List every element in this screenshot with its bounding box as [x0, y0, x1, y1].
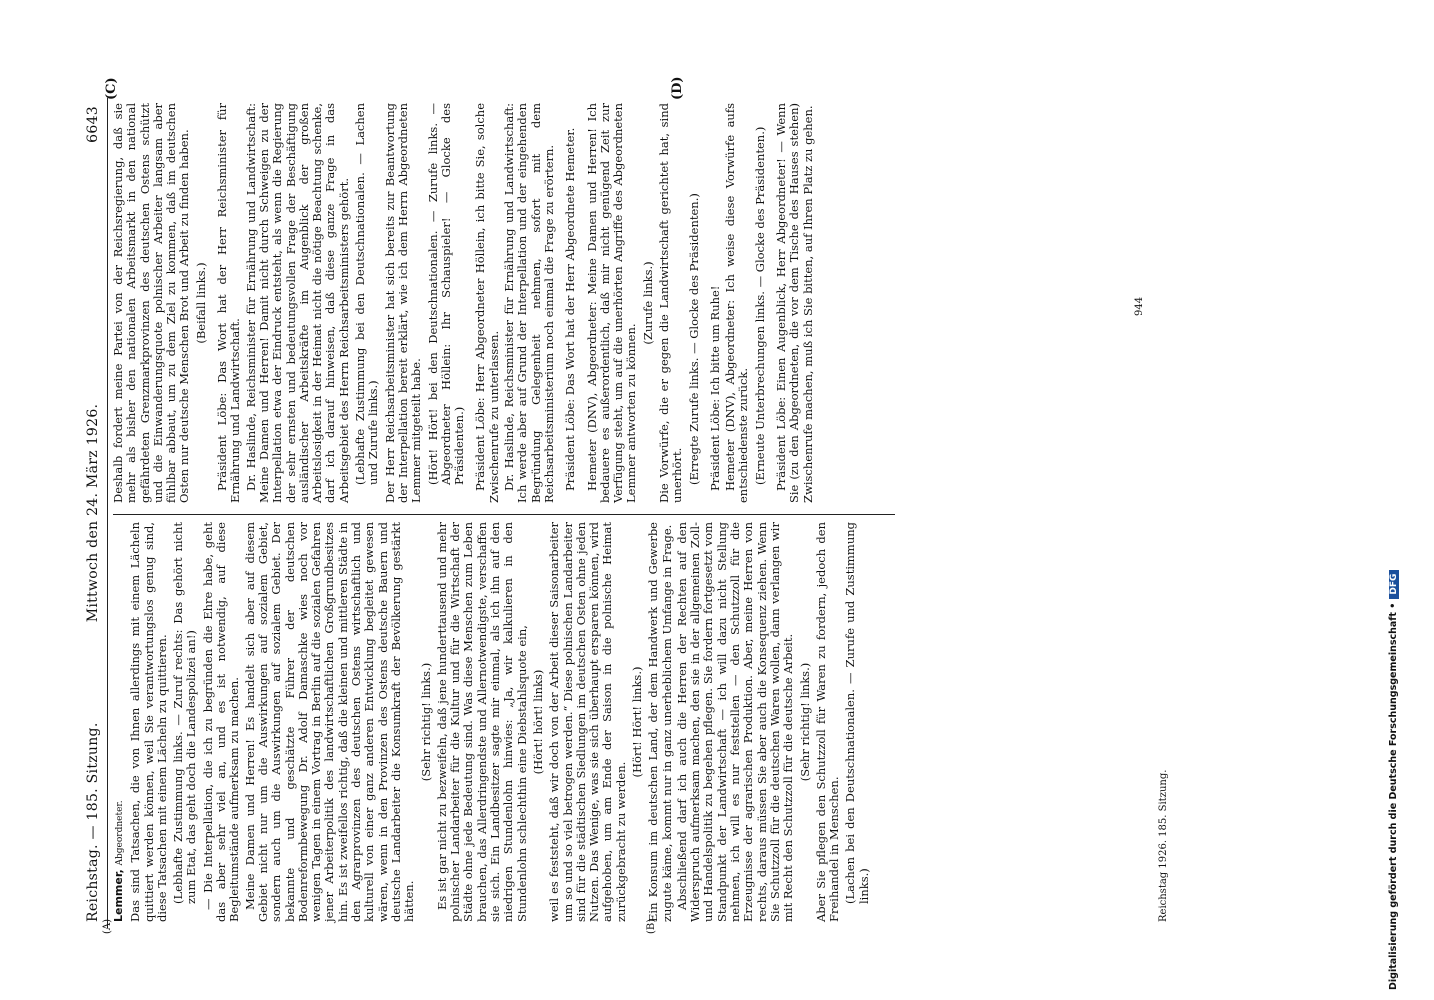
footer-page-number: 944 [1134, 296, 1145, 316]
paragraph: Aber Sie pflegen den Schutzzoll für Waren zu fordern, jedoch den Freihandel in Menschen. [813, 522, 842, 922]
speaker-paragraph: Dr. Haslinde, Reichsminister für Ernährung und Landwirtschaft: Ich werde aber auf Grund der Interpellation und der eingehenden Begründung Gelegenheit nehmen, sofort mit dem Reichsarbeitsministerium noch einmal die Frage zu erörtern. [502, 103, 556, 503]
header-date: Mittwoch den 24. März 1926. [85, 403, 101, 623]
digitization-credit [1388, 0, 1414, 990]
page-number: 6643 [85, 106, 101, 143]
interjection: (Lebhafte Zustimmung links. — Zuruf rechts: Das gehört nicht zum Etat, das geht doch die Landespolizei an!) [171, 522, 199, 904]
speaker-paragraph: Präsident Löbe: Einen Augenblick, Herr Abgeordneter! — Wenn Sie (zu den Abgeordneten, die vor dem Tische des Hauses stehen) Zwischenrufe machen, muß ich Sie bitten, auf Ihren Platz zu gehen. [774, 103, 815, 503]
speaker-paragraph: Präsident Löbe: Das Wort hat der Herr Abgeordnete Hemeter. [563, 127, 578, 491]
interjection: (Sehr richtig! links.) [418, 662, 433, 782]
paragraph: weil es feststeht, daß wir doch von der Arbeit dieser Saisonarbeiter um so und so viel betrogen werden.“ Diese polnischen Landarbeiter sind für die städtischen Siedlungen im deutschen Osten ohne jeden Nutzen. Das Wenige, was sie sich überhaupt ersparen können, wird aufgehoben, um am Ende der Saison in die polnische Heimat zurückgebracht zu werden. [547, 522, 628, 922]
speaker-paragraph: Hemeter (DNV), Abgeordneter: Ich weise diese Vorwürfe aufs entschiedenste zurück. [723, 103, 751, 503]
interjection: (Lebhafte Zustimmung bei den Deutschnationalen. — Lachen und Zurufe links.) [353, 103, 381, 485]
header-rule [107, 98, 108, 928]
interjection: (Hört! hört! links) [530, 669, 545, 775]
column-divider [113, 514, 895, 515]
interjection: (Hört! Hört! links.) [629, 666, 644, 778]
interjection: (Erregte Zurufe links. — Glocke des Präsidenten.) [686, 193, 701, 485]
running-header [85, 98, 105, 928]
speaker-paragraph: Hemeter (DNV), Abgeordneter: Meine Damen und Herren! Ich bedauere es außerordentlich, daß mir nicht genügend Zeit zur Verfügung steht, um auf die unerhörten Angriffe des Abgeordneten Lemmer antworten zu können. [584, 103, 639, 503]
margin-marker-a: (A) [102, 918, 113, 934]
paragraph: Deshalb fordert meine Partei von der Reichsregierung, daß sie mehr als bisher den nationalen Arbeitsmarkt in den national gefährdeten Grenzmarkprovinzen des deutschen Ostens schützt und die Einwanderungsquote polnischer Arbeiter langsam aber fühlbar abbaut, um zu dem Ziel zu kommen, daß im deutschen Osten nur deutsche Menschen Brot und Arbeit zu finden haben. [111, 103, 192, 503]
rotated-page [85, 76, 1335, 934]
left-column [112, 522, 874, 922]
interjection: (Zurufe links.) [640, 261, 655, 345]
speaker-paragraph: Präsident Löbe: Ich bitte um Ruhe! [707, 285, 722, 491]
interjection: (Beifall links.) [193, 262, 208, 344]
margin-marker-b: (B) [646, 918, 657, 934]
interjection: (Lachen bei den Deutschnationalen. — Zurufe und Zustimmung links.) [843, 522, 871, 904]
dfg-logo: DFG [1389, 570, 1399, 599]
interjection: (Erneute Unterbrechungen links. — Glocke des Präsidenten.) [752, 126, 767, 485]
interjection: (Hört! Hört! bei den Deutschnationalen. — Zurufe links. — Abgeordneter Höllein: Ihr Schauspieler! — Glocke des Präsidenten.) [425, 103, 467, 485]
paragraph: Es ist gar nicht zu bezweifeln, daß jene hunderttausend und mehr polnischer Landarbeiter für die Kultur und für die Wirtschaft der Städte ohne jede Bedeutung sind. Was diese Menschen zum Leben brauchen, das Allerdringendste und Allernotwendigste, verschaffen sie sich. Ein Landbesitzer sagte mir einmal, als ich ihn auf den niedrigen Stundenlohn hinwies: „Ja, wir kalkulieren in den Stundenlohn schlechthin eine Diebstahlsquote ein, [434, 522, 529, 922]
speaker-line: Lemmer, Abgeordneter. [112, 800, 125, 922]
interjection: (Sehr richtig! links.) [797, 662, 812, 782]
right-column [112, 103, 817, 503]
speaker-paragraph: Präsident Löbe: Das Wort hat der Herr Reichsminister für Ernährung und Landwirtschaft. [215, 103, 243, 503]
margin-marker-c: (C) [104, 77, 119, 100]
paragraph: — Die Interpellation, die ich zu begründen die Ehre habe, geht das aber sehr viel an, und es ist notwendig, auf diese Begleitumstände aufmerksam zu machen. [200, 522, 242, 922]
paragraph: Ein Konsum im deutschen Land, der dem Handwerk und Gewerbe zugute käme, kommt nur in ganz unerheblichem Umfange in Frage. [646, 522, 674, 922]
paragraph: Der Herr Reichsarbeitsminister hat sich bereits zur Beantwortung der Interpellation bereit erklärt, wie ich dem Herrn Abgeordneten Lemmer mitgeteilt habe. [382, 103, 424, 503]
footer-left: Reichstag 1926. 185. Sitzung. [1158, 769, 1169, 922]
speaker-paragraph: Dr. Haslinde, Reichsminister für Ernährung und Landwirtschaft: Meine Damen und Herren! Damit nicht durch Schweigen zu der Interpellation etwa der Eindruck entsteht, als wenn die Regierung der sehr ernsten und bedeutungsvollen Frage der Beschäftigung ausländischer Arbeitskräfte im Augenblick der großen Arbeitslosigkeit in der Heimat nicht die nötige Beachtung schenke, darf ich darauf hinweisen, daß diese ganze Frage in das Arbeitsgebiet des Herrn Reichsarbeitsministers gehört. [243, 103, 351, 503]
paragraph: Meine Damen und Herren! Es handelt sich aber auf diesem Gebiet nicht nur um die Auswirkungen auf sozialem Gebiet, sondern auch um die Auswirkungen auf sozialem Gebiet. Der bekannte und geschätzte Führer der deutschen Bodenreformbewegung Dr. Adolf Damaschke wies noch vor wenigen Tagen in einem Vortrag in Berlin auf die sozialen Gefahren jener Arbeiterpolitik des landwirtschaftlichen Großgrundbesitzes hin. Es ist zweifellos richtig, daß die kleinen und mittleren Städte in den Agrarprovinzen des deutschen Ostens wirtschaftlich und kulturell von einer ganz anderen Entwicklung begleitet gewesen wären, wenn in den Provinzen des Ostens deutsche Bauern und deutsche Landarbeiter die Konsumkraft der Bevölkerung gestärkt hätten. [242, 522, 417, 922]
speaker-paragraph: Präsident Löbe: Herr Abgeordneter Höllein, ich bitte Sie, solche Zwischenrufe zu unterlassen. [473, 103, 501, 503]
paragraph: Die Vorwürfe, die er gegen die Landwirtschaft gerichtet hat, sind unerhört. [656, 103, 685, 503]
credit-text: Digitalisierung gefördert durch die Deutsche Forschungsgemeinschaft • [1388, 602, 1399, 990]
header-left: Reichstag. — 185. Sitzung. [85, 722, 101, 922]
paragraph: Das sind Tatsachen, die von Ihnen allerdings mit einem Lächeln quittiert werden können, weil Sie verantwortungslos genug sind, diese Tatsachen mit einem Lächeln zu quittieren. [128, 522, 169, 922]
paragraph: Abschließend darf ich auch die Herren der Rechten auf den Widerspruch aufmerksam machen, den sie in der allgemeinen Zoll- und Handelspolitik zu begehen pflegen. Sie fordern fortgesetzt vom Standpunkt der Landwirtschaft — ich will dazu nicht Stellung nehmen, ich will es nur feststellen — den Schutzzoll für die Erzeugnisse der agrarischen Produktion. Aber, meine Herren von rechts, daraus müssen Sie aber auch die Konsequenz ziehen. Wenn Sie Schutzzoll für die deutschen Waren wollen, dann verlangen wir mit Recht den Schutzzoll für die deutsche Arbeit. [674, 522, 796, 922]
margin-marker-d: (D) [670, 76, 685, 100]
